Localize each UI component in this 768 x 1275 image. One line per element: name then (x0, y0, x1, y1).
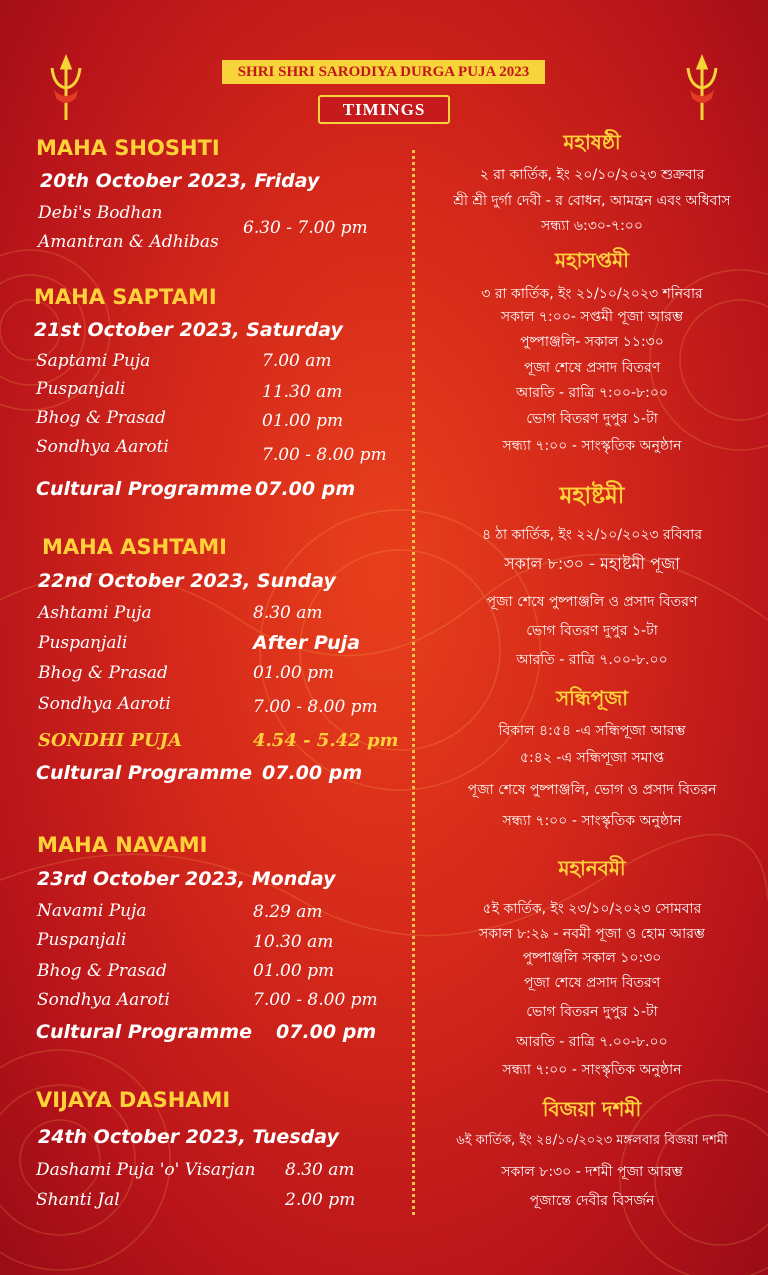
bn-dashami-title: বিজয়া দশমী (542, 1097, 642, 1121)
shoshti-time: 6.30 - 7.00 pm (243, 218, 368, 238)
ashtami-cultural: Cultural Programme (36, 762, 252, 784)
saptami-time: 01.00 pm (262, 411, 344, 431)
saptami-time: 7.00 am (262, 351, 332, 371)
saptami-title: MAHA SAPTAMI (34, 285, 217, 309)
bn-sondhi-line: সন্ধ্যা ৭:০০ - সাংস্কৃতিক অনুষ্ঠান (502, 813, 682, 829)
bn-saptami-title: মহাসপ্তমী (555, 248, 629, 272)
bn-ashtami-line: ভোগ বিতরণ দুপুর ১-টা (526, 623, 658, 639)
dashami-title: VIJAYA DASHAMI (36, 1088, 231, 1112)
bn-ashtami-line: সকাল ৮:৩০ - মহাষ্টমী পূজা (504, 554, 680, 573)
saptami-time: 7.00 - 8.00 pm (262, 445, 387, 465)
ashtami-event: Bhog & Prasad (38, 663, 168, 683)
bn-navami-line: সন্ধ্যা ৭:০০ - সাংস্কৃতিক অনুষ্ঠান (502, 1062, 682, 1078)
navami-cultural: Cultural Programme (36, 1021, 252, 1043)
bengali-schedule (416, 0, 768, 1275)
saptami-date: 21st October 2023, Saturday (34, 319, 343, 341)
bn-shoshti-line: ২ রা কার্তিক, ইং ২০/১০/২০২৩ শুক্রবার (479, 167, 705, 183)
bn-navami-line: ৫ই কার্তিক, ইং ২৩/১০/২০২৩ সোমবার (482, 901, 702, 917)
bn-navami-line: সকাল ৮:২৯ - নবমী পূজা ও হোম আরম্ভ (478, 926, 705, 942)
ashtami-event: Ashtami Puja (38, 603, 152, 623)
ashtami-date: 22nd October 2023, Sunday (38, 570, 336, 592)
saptami-event: Puspanjali (36, 379, 126, 399)
ashtami-time: After Puja (253, 632, 361, 654)
bn-navami-line: আরতি - রাত্রি ৭.০০-৮.০০ (516, 1034, 668, 1050)
bn-navami-line: পুষ্পাঞ্জলি সকাল ১০:৩০ (522, 950, 662, 966)
navami-time: 8.29 am (253, 902, 323, 922)
timings-badge: TIMINGS (318, 95, 450, 124)
bn-dashami-line: সকাল ৮:৩০ - দশমী পূজা আরম্ভ (501, 1164, 683, 1180)
ashtami-time: 01.00 pm (253, 663, 335, 683)
shoshti-event: Debi's Bodhan (38, 203, 163, 223)
dashami-time: 2.00 pm (285, 1190, 356, 1210)
dashami-date: 24th October 2023, Tuesday (38, 1126, 339, 1148)
navami-event: Bhog & Prasad (37, 961, 167, 981)
bn-dashami-line: ৬ই কার্তিক, ইং ২৪/১০/২০২৩ মঙ্গলবার বিজয়া দশমী (456, 1133, 728, 1148)
bn-saptami-line: ৩ রা কার্তিক, ইং ২১/১০/২০২৩ শনিবার (481, 286, 703, 302)
ashtami-time: 7.00 - 8.00 pm (253, 697, 378, 717)
saptami-event: Saptami Puja (36, 351, 151, 371)
shoshti-date: 20th October 2023, Friday (40, 170, 320, 192)
bn-saptami-line: আরতি - রাত্রি ৭:০০-৮:০০ (515, 385, 669, 401)
bn-sondhi-line: পূজা শেষে পুষ্পাঞ্জলি, ভোগ ও প্রসাদ বিতরন (467, 782, 717, 798)
bn-shoshti-line: শ্রী শ্রী দুর্গা দেবী - র বোধন, আমন্ত্রন এবং অধিবাস (453, 193, 731, 209)
column-divider (412, 150, 415, 1215)
bn-saptami-line: ভোগ বিতরণ দুপুর ১-টা (526, 411, 658, 427)
bn-sondhi-title: সন্ধিপূজা (555, 686, 629, 710)
bn-navami-line: ভোগ বিতরন দুপুর ১-টা (526, 1004, 658, 1020)
ashtami-title: MAHA ASHTAMI (42, 535, 227, 559)
navami-time: 10.30 am (253, 932, 334, 952)
ashtami-event: Puspanjali (38, 633, 128, 653)
ashtami-time: 8.30 am (253, 603, 323, 623)
bn-navami-title: মহানবমী (558, 856, 626, 880)
bn-ashtami-title: মহাষ্টমী (559, 483, 625, 509)
event-banner: SHRI SHRI SARODIYA DURGA PUJA 2023 (222, 60, 545, 84)
navami-time: 7.00 - 8.00 pm (253, 990, 378, 1010)
saptami-cultural-time: 07.00 pm (255, 478, 356, 500)
bn-ashtami-line: আরতি - রাত্রি ৭.০০-৮.০০ (516, 652, 668, 668)
bn-ashtami-line: পূজা শেষে পুষ্পাঞ্জলি ও প্রসাদ বিতরণ (486, 594, 698, 610)
sondhi-puja-time: 4.54 - 5.42 pm (253, 730, 399, 751)
navami-event: Puspanjali (37, 930, 127, 950)
ashtami-cultural-time: 07.00 pm (262, 762, 363, 784)
bn-shoshti-title: মহাষষ্ঠী (563, 130, 621, 154)
navami-title: MAHA NAVAMI (37, 833, 208, 857)
bn-sondhi-line: ৫:৪২ -এ সন্ধিপূজা সমাপ্ত (519, 750, 665, 766)
sondhi-puja-label: SONDHI PUJA (38, 730, 183, 751)
navami-event: Sondhya Aaroti (37, 990, 170, 1010)
bn-sondhi-line: বিকাল ৪:৫৪ -এ সন্ধিপূজা আরম্ভ (498, 723, 686, 739)
dashami-event: Dashami Puja 'o' Visarjan (36, 1160, 256, 1180)
bn-navami-line: পূজা শেষে প্রসাদ বিতরণ (523, 975, 661, 991)
navami-time: 01.00 pm (253, 961, 335, 981)
saptami-event: Sondhya Aaroti (36, 437, 169, 457)
shoshti-event: Amantran & Adhibas (38, 232, 219, 252)
navami-event: Navami Puja (37, 901, 147, 921)
saptami-cultural: Cultural Programme (36, 478, 252, 500)
navami-cultural-time: 07.00 pm (276, 1021, 377, 1043)
bn-saptami-line: সন্ধ্যা ৭:০০ - সাংস্কৃতিক অনুষ্ঠান (502, 438, 682, 454)
shoshti-title: MAHA SHOSHTI (36, 136, 220, 160)
bn-ashtami-line: ৪ ঠা কার্তিক, ইং ২২/১০/২০২৩ রবিবার (481, 527, 703, 543)
bn-saptami-line: পুষ্পাঞ্জলি- সকাল ১১:৩০ (520, 334, 664, 350)
bn-saptami-line: সকাল ৭:০০- সপ্তমী পূজা আরম্ভ (500, 309, 684, 325)
dashami-time: 8.30 am (285, 1160, 355, 1180)
saptami-event: Bhog & Prasad (36, 408, 166, 428)
ashtami-event: Sondhya Aaroti (38, 694, 171, 714)
dashami-event: Shanti Jal (36, 1190, 120, 1210)
bn-dashami-line: পূজান্তে দেবীর বিসর্জন (529, 1193, 655, 1209)
bn-saptami-line: পূজা শেষে প্রসাদ বিতরণ (523, 360, 661, 376)
navami-date: 23rd October 2023, Monday (37, 868, 336, 890)
saptami-time: 11.30 am (262, 382, 343, 402)
bn-shoshti-line: সন্ধ্যা ৬:৩০-৭:০০ (540, 218, 643, 234)
